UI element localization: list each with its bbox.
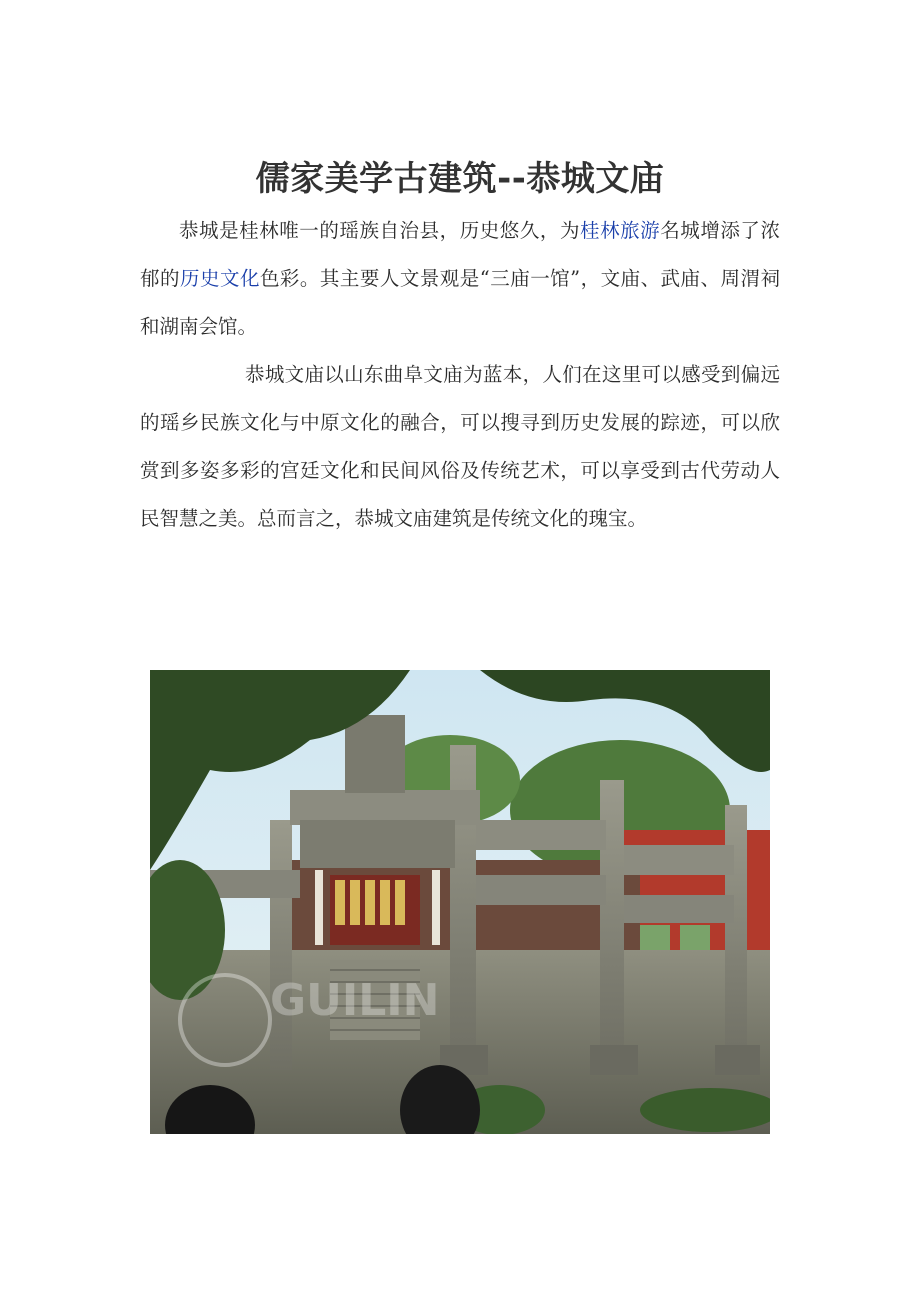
paragraph-1-text-b: 名城增添了浓郁的 bbox=[140, 219, 780, 290]
paragraph-2: 恭城文庙以山东曲阜文庙为蓝本，人们在这里可以感受到偏远的瑶乡民族文化与中原文化的融合，可以搜寻到历史发展的踪迹，可以欣赏到多姿多彩的宫廷文化和民间风俗及传统艺术，可以享受到古代劳动人民智慧之美。总而言之，恭城文庙建筑是传统文化的瑰宝。 bbox=[140, 363, 780, 530]
photo-watermark: GUILIN bbox=[270, 975, 440, 1026]
link-guilin-tourism[interactable]: 桂林旅游 bbox=[580, 219, 661, 242]
temple-archway-photo bbox=[150, 670, 770, 1134]
page-title: 儒家美学古建筑--恭城文庙 bbox=[255, 158, 665, 199]
link-history-culture[interactable]: 历史文化 bbox=[179, 267, 260, 290]
paragraph-1-text-c: 色彩。其主要人文景观是“三庙一馆”，文庙、武庙、周渭祠和湖南会馆。 bbox=[140, 267, 780, 338]
article-body bbox=[140, 207, 780, 543]
paragraph-1-text-a: 恭城是桂林唯一的瑶族自治县，历史悠久，为 bbox=[179, 219, 581, 242]
paragraph-1 bbox=[140, 207, 780, 351]
